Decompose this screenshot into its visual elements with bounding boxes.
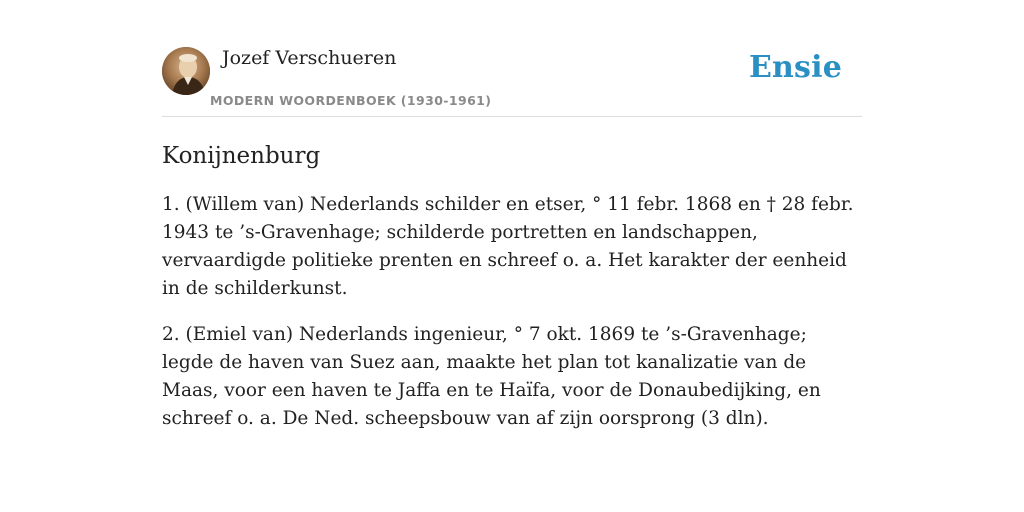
entry-title: Konijnenburg [162, 143, 321, 169]
source-label[interactable]: MODERN WOORDENBOEK (1930-1961) [210, 93, 492, 108]
portrait-icon [162, 47, 210, 95]
entry-paragraph-2: 2. (Emiel van) Nederlands ingenieur, ° 7 okt. 1869 te ’s-Gravenhage; legde de haven van Suez aan, maakte het plan tot kanalizatie van de Maas, voor een haven te Jaffa en te Haïfa, voor de Donaubedijking, en schreef o. a. De Ned. scheepsbouw van af zijn oorsprong (3 dln). [162, 324, 821, 429]
author-name[interactable]: Jozef Verschueren [222, 47, 397, 69]
page-container [162, 46, 862, 433]
entry-header [162, 46, 862, 117]
author-avatar[interactable] [162, 47, 210, 95]
entry-paragraph-1: 1. (Willem van) Nederlands schilder en etser, ° 11 febr. 1868 en † 28 febr. 1943 te ’s-Gravenhage; schilderde portretten en landschappen, vervaardigde politieke prenten en schreef o. a. Het karakter der eenheid in de schilderkunst. [162, 194, 854, 299]
ensie-logo-link[interactable]: Ensie [748, 50, 842, 85]
